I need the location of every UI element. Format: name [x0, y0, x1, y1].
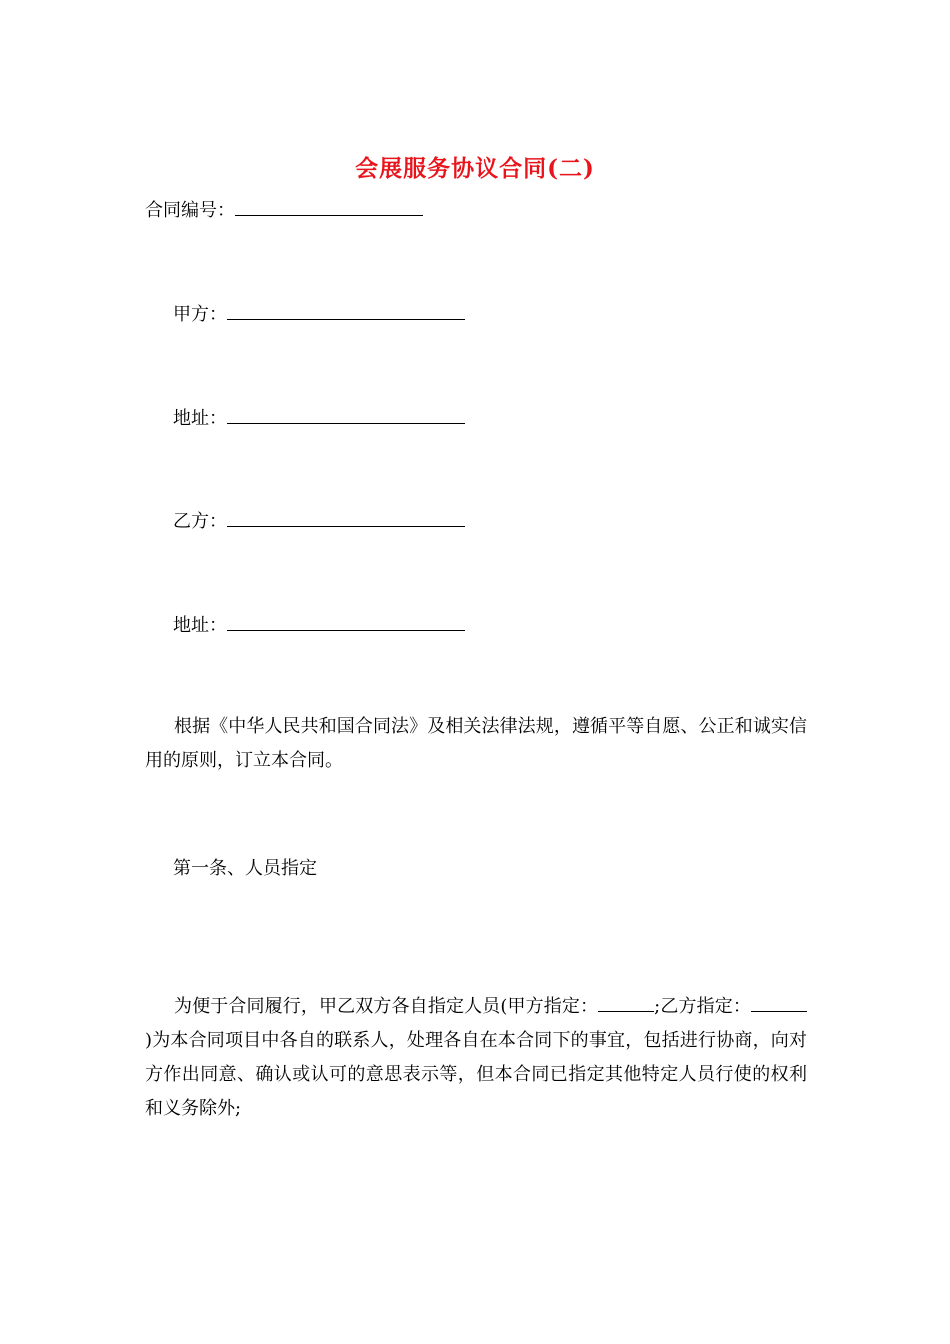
party-b-blank — [227, 510, 465, 527]
party-a-line — [173, 303, 465, 327]
article1-text-part2: ;乙方指定： — [654, 996, 751, 1017]
party-a-label: 甲方： — [173, 304, 227, 325]
party-a-contact-blank — [598, 995, 654, 1012]
article1-paragraph — [145, 990, 807, 1126]
contract-number-label: 合同编号： — [145, 200, 235, 221]
address-a-label: 地址： — [173, 408, 227, 429]
article1-heading: 第一条、人员指定 — [173, 858, 317, 879]
article1-text-part3: )为本合同项目中各自的联系人，处理各自在本合同下的事宜，包括进行协商，向对方作出同意、确认或认可的意思表示等，但本合同已指定其他特定人员行使的权利和义务除外; — [145, 1030, 807, 1119]
address-b-line — [173, 614, 465, 638]
address-b-label: 地址： — [173, 615, 227, 636]
article1-text-part1: 为便于合同履行，甲乙双方各自指定人员(甲方指定： — [174, 996, 599, 1017]
contract-number-blank — [235, 199, 423, 216]
address-b-blank — [227, 614, 465, 631]
party-b-line — [173, 510, 465, 534]
party-b-label: 乙方： — [173, 511, 227, 532]
address-a-blank — [227, 407, 465, 424]
address-a-line — [173, 407, 465, 431]
party-a-blank — [227, 303, 465, 320]
preamble-paragraph: 根据《中华人民共和国合同法》及相关法律法规，遵循平等自愿、公正和诚实信用的原则，订立本合同。 — [145, 716, 807, 771]
contract-number-line — [145, 199, 423, 223]
document-title: 会展服务协议合同(二) — [355, 155, 595, 182]
party-b-contact-blank — [751, 995, 807, 1012]
